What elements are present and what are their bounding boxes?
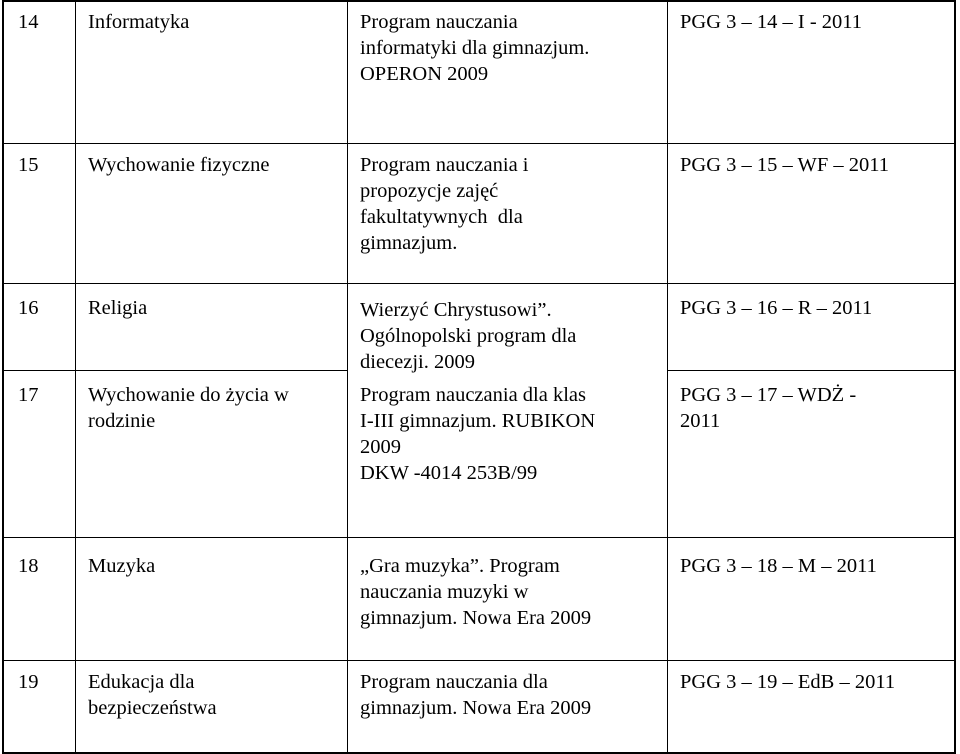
row-divider [2,660,956,661]
program-line: 2009 [360,436,401,458]
subject-cell [88,295,147,321]
program-line: I-III gimnazjum. RUBIKON [360,410,596,432]
row-number: 17 [18,384,39,406]
program-cell [360,669,591,721]
subject-cell [88,553,155,579]
code-cell [680,669,895,695]
row-number: 14 [18,11,39,33]
program-line: Ogólnopolski program dla [360,325,577,347]
row-number: 15 [18,154,39,176]
code-line: PGG 3 – 19 – EdB – 2011 [680,671,896,693]
program-line: Program nauczania dla klas [360,384,586,406]
row-divider [667,370,956,371]
program-line: DKW -4014 253B/99 [360,462,538,484]
subject-cell [88,152,269,178]
row-divider [2,370,347,371]
column-divider [667,0,668,754]
subject-line: Edukacja dla [88,671,195,693]
table-border-right [954,0,956,754]
table-border-left [2,0,4,754]
code-cell [680,382,856,434]
program-cell [360,553,591,631]
row-number: 16 [18,297,39,319]
program-cell [360,152,528,256]
program-line: „Gra muzyka”. Program [360,555,560,577]
program-line: Program nauczania i [360,154,529,176]
program-cell [360,297,576,375]
code-line: PGG 3 – 17 – WDŻ - [680,384,857,406]
subject-cell [88,669,217,721]
program-line: gimnazjum. Nowa Era 2009 [360,607,592,629]
subject-line: Wychowanie fizyczne [88,154,270,176]
row-divider [2,537,956,538]
code-line: PGG 3 – 14 – I - 2011 [680,11,863,33]
subject-line: Muzyka [88,555,156,577]
program-line: Program nauczania dla [360,671,548,693]
code-line: 2011 [680,410,721,432]
program-line: gimnazjum. Nowa Era 2009 [360,697,592,719]
program-line: Program nauczania [360,11,518,33]
code-cell [680,9,862,35]
subject-cell [88,382,289,434]
code-line: PGG 3 – 15 – WF – 2011 [680,154,890,176]
subject-line: Informatyka [88,11,190,33]
program-line: informatyki dla gimnazjum. [360,37,590,59]
code-cell [680,152,889,178]
row-divider [2,0,956,2]
program-line: nauczania muzyki w [360,581,529,603]
subject-line: Religia [88,297,148,319]
row-number: 19 [18,671,39,693]
program-line: diecezji. 2009 [360,351,475,373]
code-cell [680,295,872,321]
program-cell [360,9,589,87]
subject-cell [88,9,189,35]
program-line: Wierzyć Chrystusowi”. [360,299,552,321]
column-divider [75,0,76,754]
row-divider [2,283,956,284]
column-divider [347,0,348,754]
program-line: OPERON 2009 [360,63,489,85]
row-divider [2,143,956,144]
code-cell [680,553,877,579]
subject-line: Wychowanie do życia w [88,384,289,406]
program-cell [360,382,595,486]
program-line: fakultatywnych dla [360,206,523,228]
subject-line: bezpieczeństwa [88,697,217,719]
subject-line: rodzinie [88,410,156,432]
code-line: PGG 3 – 18 – M – 2011 [680,555,877,577]
program-line: propozycje zajęć [360,180,499,202]
code-line: PGG 3 – 16 – R – 2011 [680,297,873,319]
row-number: 18 [18,555,39,577]
program-line: gimnazjum. [360,232,458,254]
